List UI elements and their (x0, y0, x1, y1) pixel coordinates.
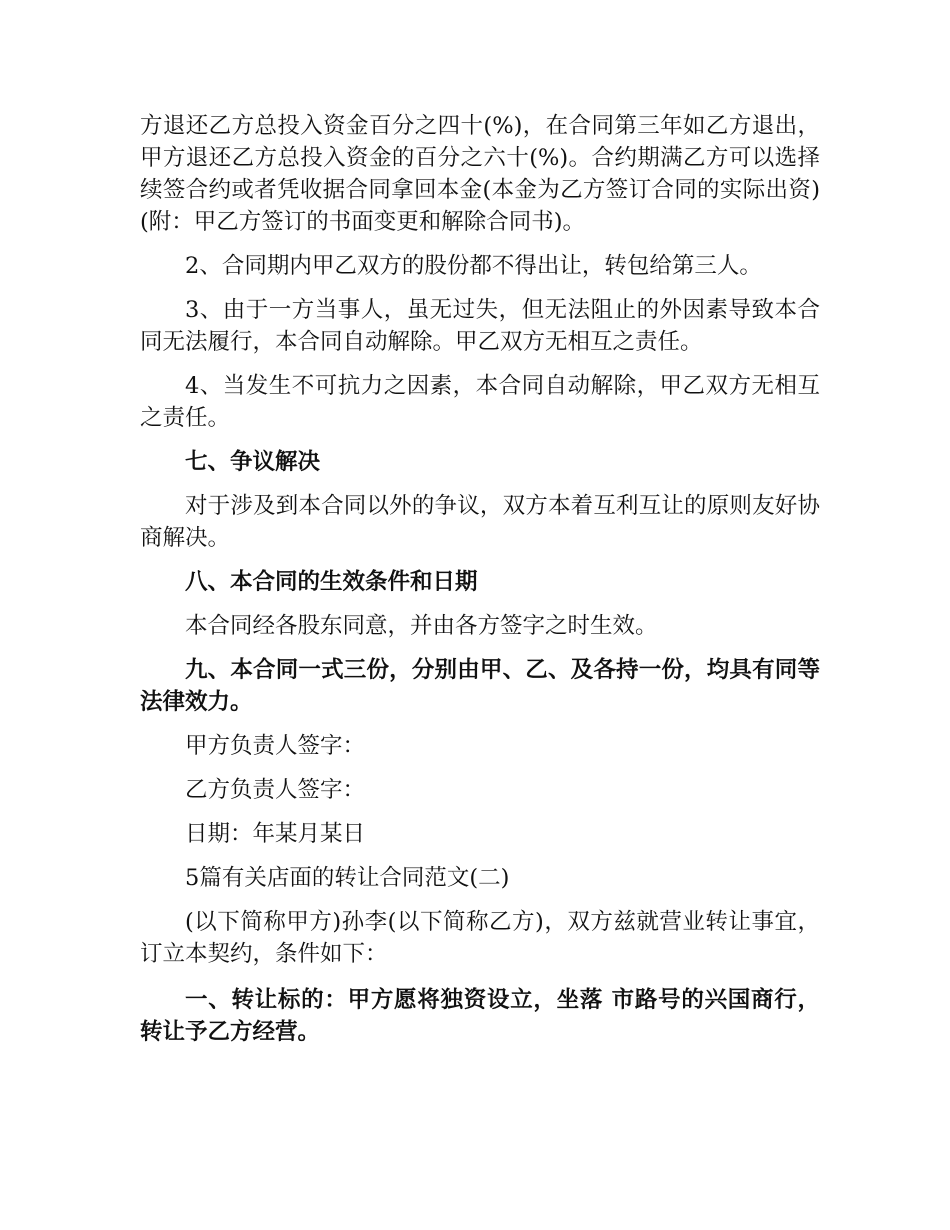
section-heading-effective: 八、本合同的生效条件和日期 (185, 569, 478, 595)
signature-party-b: 乙方负责人签字： (185, 777, 366, 803)
paragraph-clause-3: 3、由于一方当事人，虽无过失，但无法阻止的外因素导致本合同无法履行，本合同自动解除。甲乙双方无相互之责任。 (140, 297, 820, 355)
signature-party-a: 甲方负责人签字： (185, 733, 366, 759)
paragraph-parties-intro: (以下简称甲方)孙李(以下简称乙方)，双方兹就营业转让事宜，订立本契约，条件如下： (140, 909, 820, 967)
paragraph-clause-4: 4、当发生不可抗力之因素，本合同自动解除，甲乙双方无相互之责任。 (140, 373, 820, 431)
document-page (140, 110, 820, 1048)
paragraph-dispute-resolution: 对于涉及到本合同以外的争议，双方本着互利互让的原则友好协商解决。 (140, 493, 820, 551)
paragraph-clause-2: 2、合同期内甲乙双方的股份都不得出让，转包给第三人。 (185, 253, 762, 279)
signature-date: 日期：年某月某日 (185, 821, 366, 847)
paragraph-effective-terms: 本合同经各股东同意，并由各方签字之时生效。 (185, 613, 658, 639)
section-heading-transfer-object: 一、转让标的：甲方愿将独资设立，坐落 市路号的兴国商行，转让予乙方经营。 (140, 987, 820, 1045)
second-contract-title: 5篇有关店面的转让合同范文(二) (185, 865, 510, 891)
section-heading-dispute: 七、争议解决 (185, 449, 321, 475)
section-heading-copies: 九、本合同一式三份，分别由甲、乙、及各持一份，均具有同等法律效力。 (140, 657, 820, 715)
paragraph-refund-terms: 方退还乙方总投入资金百分之四十(%)，在合同第三年如乙方退出，甲方退还乙方总投入资金的百分之六十(%)。合约期满乙方可以选择续签合约或者凭收据合同拿回本金(本金为乙方签订合同的实际出资)(附：甲乙方签订的书面变更和解除合同书)。 (140, 113, 820, 235)
